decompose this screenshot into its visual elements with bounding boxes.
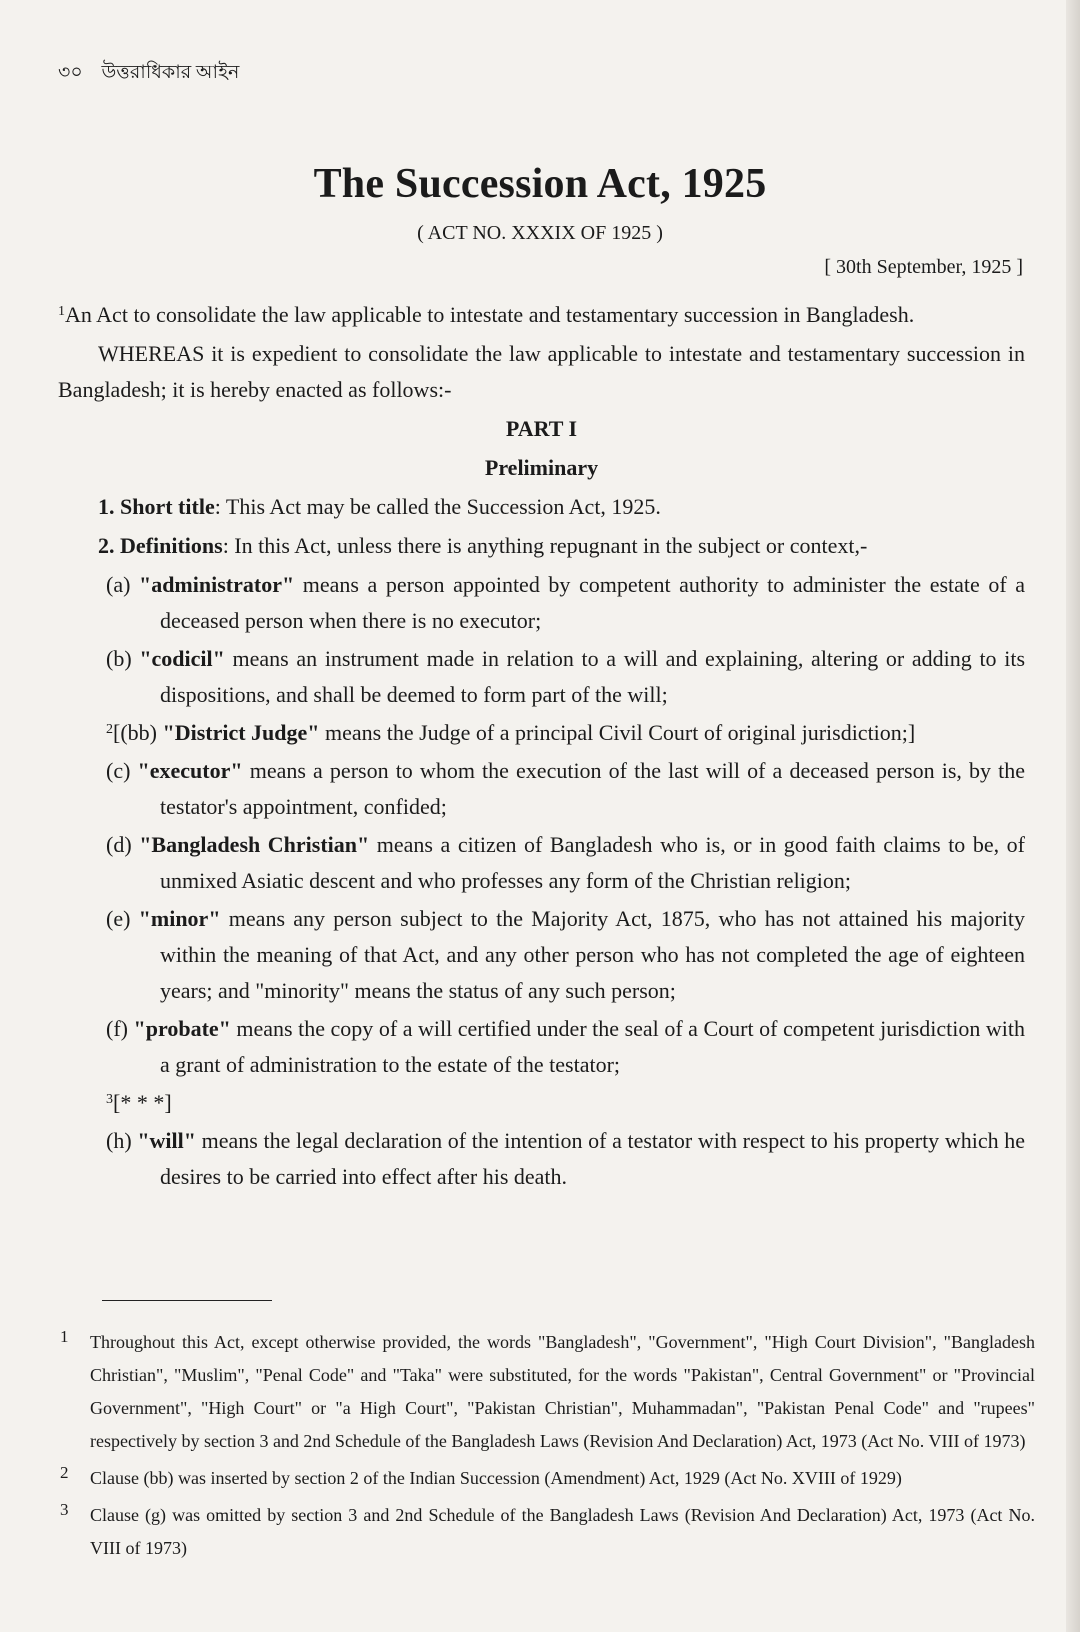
defined-term: "executor" (137, 758, 243, 783)
preamble: $^1$An Act to consolidate the law applicable to intestate and testamentary succession in Bangladesh. (58, 302, 915, 327)
defined-term: "District Judge" (162, 720, 320, 745)
footnote-ref: 1 (58, 304, 65, 319)
definition-b: (b) "codicil" means an instrument made in relation to a will and explaining, altering or adding to its dispositions, and shall be deemed to form part of the will; (106, 646, 1026, 707)
footnote-number: 2 (60, 1463, 69, 1482)
footnote-number: 3 (60, 1500, 69, 1519)
whereas-clause: WHEREAS it is expedient to consolidate the law applicable to intestate and testamentary succession in Bangladesh; it is hereby enacted as follows:- (58, 341, 1025, 402)
definition-c: (c) "executor" means a person to whom the execution of the last will of a deceased person is, by the testator's appointment, confided; (106, 758, 1025, 819)
footnote-ref: 2 (106, 722, 113, 737)
definition-g-omitted: $^3$[* * *] (106, 1090, 172, 1115)
footnote-2 (60, 1462, 1035, 1495)
section-2: 2. Definitions: In this Act, unless there is anything repugnant in the subject or context,- (98, 533, 868, 558)
defined-term: "minor" (138, 906, 221, 931)
section-label: 2. Definitions (98, 533, 223, 558)
document-body (58, 297, 1025, 1197)
defined-term: "probate" (133, 1016, 231, 1041)
definition-d: (d) "Bangladesh Christian" means a citizen of Bangladesh who is, or in good faith claims to be, of unmixed Asiatic descent and who professes any form of the Christian religion; (106, 832, 1025, 893)
definition-e: (e) "minor" means any person subject to the Majority Act, 1875, who has not attained his majority within the meaning of that Act, and any other person who has not completed the age of eighteen years; and "minority" means the status of any such person; (106, 906, 1025, 1003)
footnote-ref: 3 (106, 1092, 113, 1107)
running-header (58, 58, 239, 90)
act-number: ( ACT NO. XXXIX OF 1925 ) (417, 222, 663, 244)
definition-a: (a) "administrator" means a person appointed by competent authority to administer the estate of a deceased person when there is no executor; (106, 572, 1025, 633)
footnote-1 (60, 1326, 1035, 1458)
page-number: ৩০ (58, 62, 83, 83)
page-title: The Succession Act, 1925 (313, 161, 767, 207)
section-label: 1. Short title (98, 494, 215, 519)
enactment-date: [ 30th September, 1925 ] (824, 256, 1023, 278)
definition-bb: $^2$[(bb) "District Judge" means the Judge of a principal Civil Court of original jurisdiction;] (106, 720, 916, 745)
footnote-text: Clause (bb) was inserted by section 2 of the Indian Succession (Amendment) Act, 1929 (Act No. XVIII of 1929) (90, 1468, 902, 1488)
section-1: 1. Short title: This Act may be called the Succession Act, 1925. (98, 494, 661, 519)
definition-h: (h) "will" means the legal declaration of the intention of a testator with respect to his property which he desires to be carried into effect after his death. (106, 1128, 1026, 1189)
defined-term: "codicil" (139, 646, 225, 671)
definition-f: (f) "probate" means the copy of a will certified under the seal of a Court of competent jurisdiction with a grant of administration to the estate of the testator; (106, 1016, 1025, 1077)
part-heading: PART I (505, 416, 578, 441)
defined-term: "Bangladesh Christian" (139, 832, 370, 857)
footnote-number: 1 (60, 1327, 69, 1346)
part-subheading: Preliminary (484, 455, 599, 480)
defined-term: "will" (137, 1128, 196, 1153)
running-title: উত্তরাধিকার আইন (101, 62, 240, 83)
footnotes (60, 1326, 1035, 1569)
defined-term: "administrator" (138, 572, 295, 597)
footnote-text: Throughout this Act, except otherwise provided, the words "Bangladesh", "Government", "High Court Division", "Bangladesh Christian", "Muslim", "Penal Code" and "Taka" were substituted, for the words "Pakistan", Central Government" or "Provincial Government", "High Court" or "a High Court", "Pakistan Christian", Muhammadan", "Pakistan Penal Code" and "rupees" respectively by section 3 and 2nd Schedule of the Bangladesh Laws (Revision And Declaration) Act, 1973 (Act No. VIII of 1973) (90, 1332, 1035, 1451)
footnote-text: Clause (g) was omitted by section 3 and 2nd Schedule of the Bangladesh Laws (Revision And Declaration) Act, 1973 (Act No. VIII of 1973) (90, 1505, 1035, 1558)
footnote-divider (102, 1300, 272, 1301)
footnote-3 (60, 1499, 1035, 1565)
